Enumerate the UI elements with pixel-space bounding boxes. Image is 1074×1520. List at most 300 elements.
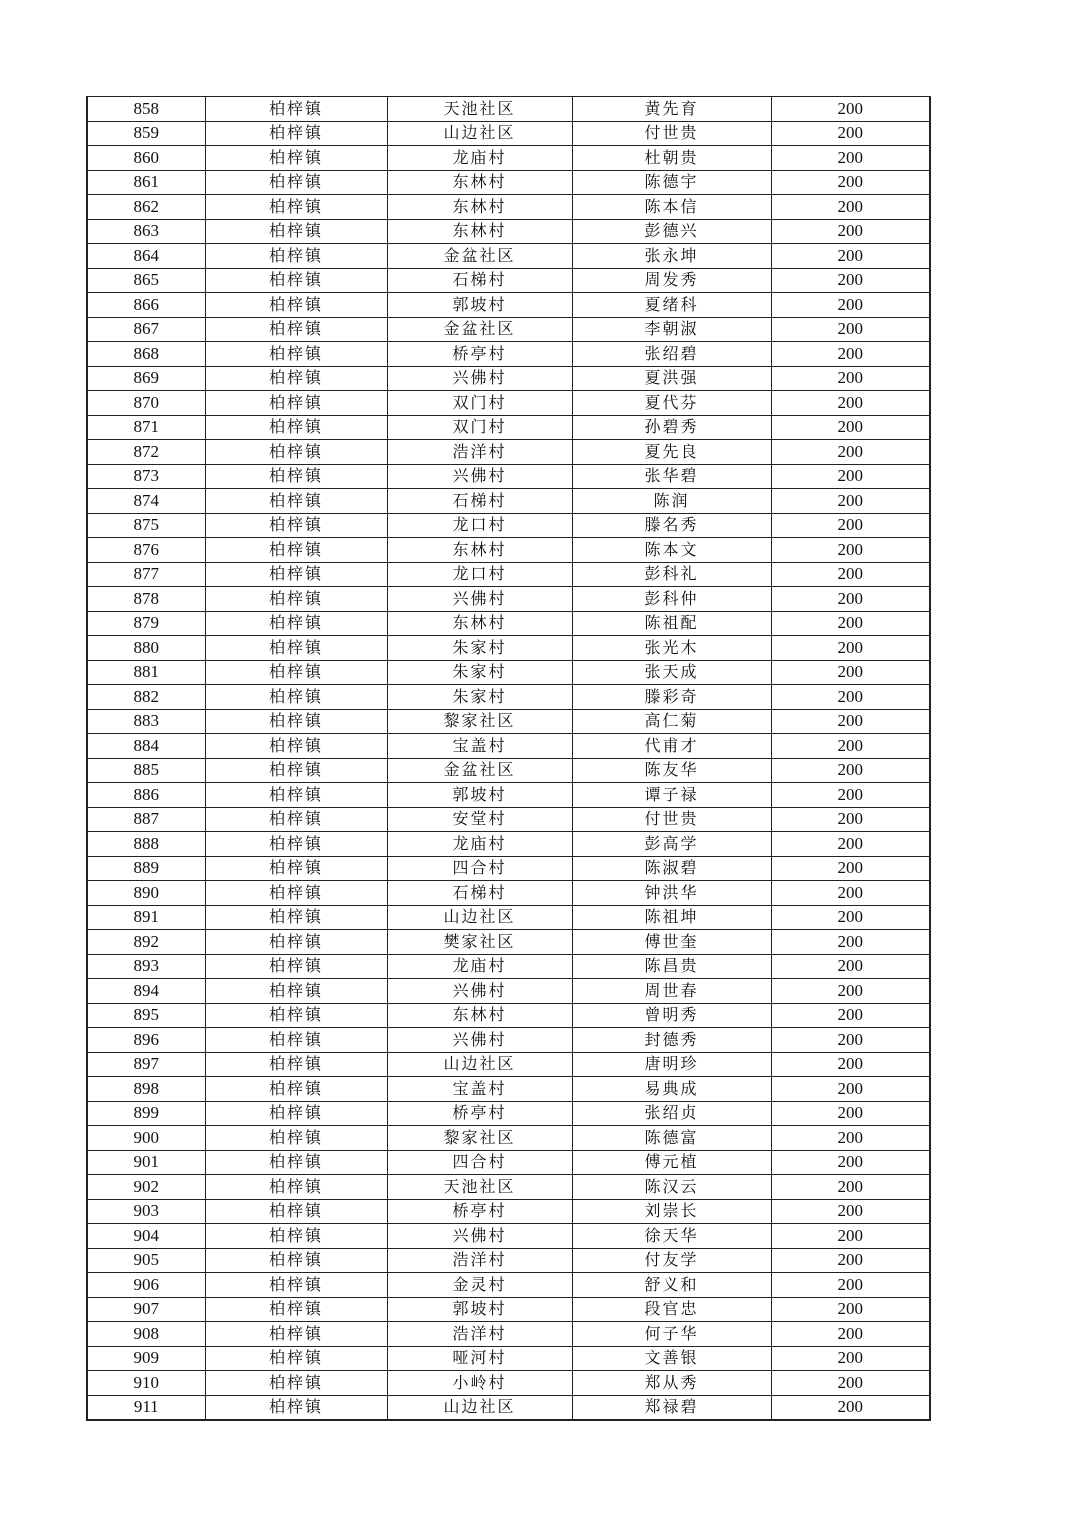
row-number-cell: 877 xyxy=(87,562,205,587)
row-number-cell: 907 xyxy=(87,1297,205,1322)
table-row xyxy=(87,1126,930,1151)
name-cell: 张永坤 xyxy=(572,244,771,269)
row-number-cell: 893 xyxy=(87,954,205,979)
town-cell: 柏梓镇 xyxy=(205,636,387,661)
town-cell: 柏梓镇 xyxy=(205,758,387,783)
amount-cell: 200 xyxy=(771,685,930,710)
table-row xyxy=(87,317,930,342)
row-number-cell: 861 xyxy=(87,170,205,195)
table-row xyxy=(87,587,930,612)
amount-cell: 200 xyxy=(771,121,930,146)
name-cell: 舒义和 xyxy=(572,1273,771,1298)
name-cell: 徐天华 xyxy=(572,1224,771,1249)
row-number-cell: 911 xyxy=(87,1395,205,1420)
town-cell: 柏梓镇 xyxy=(205,1199,387,1224)
row-number-cell: 895 xyxy=(87,1003,205,1028)
row-number-cell: 892 xyxy=(87,930,205,955)
amount-cell: 200 xyxy=(771,1150,930,1175)
name-cell: 彭高学 xyxy=(572,832,771,857)
village-cell: 四合村 xyxy=(387,1150,572,1175)
row-number-cell: 864 xyxy=(87,244,205,269)
row-number-cell: 883 xyxy=(87,709,205,734)
amount-cell: 200 xyxy=(771,1297,930,1322)
amount-cell: 200 xyxy=(771,930,930,955)
table-row xyxy=(87,293,930,318)
village-cell: 黎家社区 xyxy=(387,709,572,734)
name-cell: 滕彩奇 xyxy=(572,685,771,710)
town-cell: 柏梓镇 xyxy=(205,1028,387,1053)
village-cell: 龙庙村 xyxy=(387,954,572,979)
row-number-cell: 906 xyxy=(87,1273,205,1298)
name-cell: 陈本信 xyxy=(572,195,771,220)
row-number-cell: 871 xyxy=(87,415,205,440)
name-cell: 陈祖配 xyxy=(572,611,771,636)
name-cell: 张华碧 xyxy=(572,464,771,489)
table-row xyxy=(87,415,930,440)
table-body xyxy=(87,97,930,1421)
table-row xyxy=(87,538,930,563)
name-cell: 周发秀 xyxy=(572,268,771,293)
town-cell: 柏梓镇 xyxy=(205,293,387,318)
table-row xyxy=(87,342,930,367)
village-cell: 哑河村 xyxy=(387,1346,572,1371)
row-number-cell: 872 xyxy=(87,440,205,465)
table-row xyxy=(87,954,930,979)
amount-cell: 200 xyxy=(771,1077,930,1102)
town-cell: 柏梓镇 xyxy=(205,1175,387,1200)
table-row xyxy=(87,1175,930,1200)
town-cell: 柏梓镇 xyxy=(205,1101,387,1126)
name-cell: 谭子禄 xyxy=(572,783,771,808)
table-row xyxy=(87,464,930,489)
town-cell: 柏梓镇 xyxy=(205,881,387,906)
name-cell: 李朝淑 xyxy=(572,317,771,342)
name-cell: 曾明秀 xyxy=(572,1003,771,1028)
village-cell: 石梯村 xyxy=(387,489,572,514)
village-cell: 兴佛村 xyxy=(387,366,572,391)
row-number-cell: 858 xyxy=(87,97,205,122)
town-cell: 柏梓镇 xyxy=(205,1052,387,1077)
table-row xyxy=(87,905,930,930)
town-cell: 柏梓镇 xyxy=(205,538,387,563)
amount-cell: 200 xyxy=(771,538,930,563)
table-row xyxy=(87,1395,930,1420)
town-cell: 柏梓镇 xyxy=(205,979,387,1004)
town-cell: 柏梓镇 xyxy=(205,1322,387,1347)
row-number-cell: 873 xyxy=(87,464,205,489)
name-cell: 张天成 xyxy=(572,660,771,685)
name-cell: 张光木 xyxy=(572,636,771,661)
name-cell: 夏绪科 xyxy=(572,293,771,318)
amount-cell: 200 xyxy=(771,489,930,514)
village-cell: 兴佛村 xyxy=(387,979,572,1004)
table-row xyxy=(87,660,930,685)
amount-cell: 200 xyxy=(771,979,930,1004)
town-cell: 柏梓镇 xyxy=(205,905,387,930)
village-cell: 朱家村 xyxy=(387,636,572,661)
name-cell: 杜朝贵 xyxy=(572,146,771,171)
name-cell: 夏代芬 xyxy=(572,391,771,416)
amount-cell: 200 xyxy=(771,366,930,391)
table-row xyxy=(87,268,930,293)
amount-cell: 200 xyxy=(771,1028,930,1053)
town-cell: 柏梓镇 xyxy=(205,954,387,979)
village-cell: 金盆社区 xyxy=(387,758,572,783)
town-cell: 柏梓镇 xyxy=(205,783,387,808)
row-number-cell: 902 xyxy=(87,1175,205,1200)
town-cell: 柏梓镇 xyxy=(205,513,387,538)
amount-cell: 200 xyxy=(771,1322,930,1347)
row-number-cell: 867 xyxy=(87,317,205,342)
town-cell: 柏梓镇 xyxy=(205,415,387,440)
table-row xyxy=(87,1199,930,1224)
amount-cell: 200 xyxy=(771,709,930,734)
row-number-cell: 905 xyxy=(87,1248,205,1273)
amount-cell: 200 xyxy=(771,391,930,416)
name-cell: 孙碧秀 xyxy=(572,415,771,440)
table-row xyxy=(87,1101,930,1126)
town-cell: 柏梓镇 xyxy=(205,587,387,612)
name-cell: 黄先育 xyxy=(572,97,771,122)
table-row xyxy=(87,562,930,587)
amount-cell: 200 xyxy=(771,856,930,881)
row-number-cell: 874 xyxy=(87,489,205,514)
amount-cell: 200 xyxy=(771,832,930,857)
village-cell: 山边社区 xyxy=(387,1052,572,1077)
table-row xyxy=(87,1224,930,1249)
name-cell: 文善银 xyxy=(572,1346,771,1371)
name-cell: 段官忠 xyxy=(572,1297,771,1322)
amount-cell: 200 xyxy=(771,97,930,122)
town-cell: 柏梓镇 xyxy=(205,1346,387,1371)
name-cell: 付友学 xyxy=(572,1248,771,1273)
village-cell: 龙口村 xyxy=(387,513,572,538)
table-row xyxy=(87,244,930,269)
village-cell: 朱家村 xyxy=(387,660,572,685)
name-cell: 彭科礼 xyxy=(572,562,771,587)
table-row xyxy=(87,1297,930,1322)
amount-cell: 200 xyxy=(771,170,930,195)
name-cell: 夏先良 xyxy=(572,440,771,465)
village-cell: 石梯村 xyxy=(387,881,572,906)
town-cell: 柏梓镇 xyxy=(205,464,387,489)
town-cell: 柏梓镇 xyxy=(205,1003,387,1028)
village-cell: 桥亭村 xyxy=(387,342,572,367)
table-row xyxy=(87,489,930,514)
table-row xyxy=(87,1028,930,1053)
table-row xyxy=(87,170,930,195)
row-number-cell: 870 xyxy=(87,391,205,416)
table-row xyxy=(87,121,930,146)
row-number-cell: 910 xyxy=(87,1371,205,1396)
village-cell: 安堂村 xyxy=(387,807,572,832)
table-row xyxy=(87,685,930,710)
village-cell: 兴佛村 xyxy=(387,1224,572,1249)
amount-cell: 200 xyxy=(771,464,930,489)
amount-cell: 200 xyxy=(771,611,930,636)
amount-cell: 200 xyxy=(771,342,930,367)
village-cell: 天池社区 xyxy=(387,1175,572,1200)
table-row xyxy=(87,1273,930,1298)
village-cell: 东林村 xyxy=(387,611,572,636)
town-cell: 柏梓镇 xyxy=(205,807,387,832)
town-cell: 柏梓镇 xyxy=(205,685,387,710)
name-cell: 陈德宇 xyxy=(572,170,771,195)
table-row xyxy=(87,807,930,832)
town-cell: 柏梓镇 xyxy=(205,734,387,759)
amount-cell: 200 xyxy=(771,905,930,930)
amount-cell: 200 xyxy=(771,1371,930,1396)
table-row xyxy=(87,440,930,465)
table-row xyxy=(87,832,930,857)
row-number-cell: 887 xyxy=(87,807,205,832)
name-cell: 钟洪华 xyxy=(572,881,771,906)
row-number-cell: 860 xyxy=(87,146,205,171)
village-cell: 小岭村 xyxy=(387,1371,572,1396)
amount-cell: 200 xyxy=(771,146,930,171)
amount-cell: 200 xyxy=(771,268,930,293)
amount-cell: 200 xyxy=(771,1175,930,1200)
name-cell: 陈德富 xyxy=(572,1126,771,1151)
name-cell: 陈祖坤 xyxy=(572,905,771,930)
amount-cell: 200 xyxy=(771,293,930,318)
name-cell: 周世春 xyxy=(572,979,771,1004)
table-row xyxy=(87,146,930,171)
amount-cell: 200 xyxy=(771,954,930,979)
name-cell: 刘崇长 xyxy=(572,1199,771,1224)
village-cell: 双门村 xyxy=(387,391,572,416)
amount-cell: 200 xyxy=(771,758,930,783)
name-cell: 郑从秀 xyxy=(572,1371,771,1396)
row-number-cell: 859 xyxy=(87,121,205,146)
village-cell: 东林村 xyxy=(387,170,572,195)
village-cell: 郭坡村 xyxy=(387,293,572,318)
village-cell: 朱家村 xyxy=(387,685,572,710)
town-cell: 柏梓镇 xyxy=(205,709,387,734)
table-row xyxy=(87,881,930,906)
table-row xyxy=(87,1322,930,1347)
town-cell: 柏梓镇 xyxy=(205,195,387,220)
row-number-cell: 866 xyxy=(87,293,205,318)
row-number-cell: 868 xyxy=(87,342,205,367)
table-row xyxy=(87,856,930,881)
village-cell: 浩洋村 xyxy=(387,1248,572,1273)
town-cell: 柏梓镇 xyxy=(205,146,387,171)
row-number-cell: 878 xyxy=(87,587,205,612)
village-cell: 山边社区 xyxy=(387,1395,572,1420)
village-cell: 山边社区 xyxy=(387,905,572,930)
table-row xyxy=(87,366,930,391)
village-cell: 东林村 xyxy=(387,219,572,244)
row-number-cell: 875 xyxy=(87,513,205,538)
table-row xyxy=(87,219,930,244)
row-number-cell: 889 xyxy=(87,856,205,881)
amount-cell: 200 xyxy=(771,783,930,808)
name-cell: 彭科仲 xyxy=(572,587,771,612)
row-number-cell: 903 xyxy=(87,1199,205,1224)
town-cell: 柏梓镇 xyxy=(205,317,387,342)
village-cell: 兴佛村 xyxy=(387,464,572,489)
amount-cell: 200 xyxy=(771,1199,930,1224)
table-row xyxy=(87,783,930,808)
village-cell: 东林村 xyxy=(387,538,572,563)
village-cell: 浩洋村 xyxy=(387,1322,572,1347)
table-row xyxy=(87,758,930,783)
amount-cell: 200 xyxy=(771,562,930,587)
village-cell: 黎家社区 xyxy=(387,1126,572,1151)
row-number-cell: 890 xyxy=(87,881,205,906)
village-cell: 金灵村 xyxy=(387,1273,572,1298)
table-row xyxy=(87,391,930,416)
name-cell: 陈本文 xyxy=(572,538,771,563)
town-cell: 柏梓镇 xyxy=(205,170,387,195)
name-cell: 陈友华 xyxy=(572,758,771,783)
name-cell: 傅世奎 xyxy=(572,930,771,955)
table-row xyxy=(87,97,930,122)
name-cell: 封德秀 xyxy=(572,1028,771,1053)
village-cell: 龙庙村 xyxy=(387,146,572,171)
name-cell: 傅元植 xyxy=(572,1150,771,1175)
amount-cell: 200 xyxy=(771,244,930,269)
town-cell: 柏梓镇 xyxy=(205,219,387,244)
town-cell: 柏梓镇 xyxy=(205,121,387,146)
amount-cell: 200 xyxy=(771,195,930,220)
town-cell: 柏梓镇 xyxy=(205,268,387,293)
table-row xyxy=(87,611,930,636)
name-cell: 何子华 xyxy=(572,1322,771,1347)
table-row xyxy=(87,195,930,220)
table-row xyxy=(87,1003,930,1028)
village-cell: 宝盖村 xyxy=(387,1077,572,1102)
town-cell: 柏梓镇 xyxy=(205,611,387,636)
amount-cell: 200 xyxy=(771,1126,930,1151)
table-row xyxy=(87,1150,930,1175)
row-number-cell: 899 xyxy=(87,1101,205,1126)
row-number-cell: 881 xyxy=(87,660,205,685)
village-cell: 桥亭村 xyxy=(387,1101,572,1126)
town-cell: 柏梓镇 xyxy=(205,1224,387,1249)
row-number-cell: 894 xyxy=(87,979,205,1004)
amount-cell: 200 xyxy=(771,1052,930,1077)
name-cell: 唐明珍 xyxy=(572,1052,771,1077)
village-cell: 金盆社区 xyxy=(387,244,572,269)
amount-cell: 200 xyxy=(771,734,930,759)
row-number-cell: 862 xyxy=(87,195,205,220)
village-cell: 天池社区 xyxy=(387,97,572,122)
name-cell: 陈汉云 xyxy=(572,1175,771,1200)
town-cell: 柏梓镇 xyxy=(205,1150,387,1175)
table-row xyxy=(87,636,930,661)
amount-cell: 200 xyxy=(771,636,930,661)
name-cell: 高仁菊 xyxy=(572,709,771,734)
table-row xyxy=(87,709,930,734)
row-number-cell: 880 xyxy=(87,636,205,661)
village-cell: 四合村 xyxy=(387,856,572,881)
town-cell: 柏梓镇 xyxy=(205,1297,387,1322)
name-cell: 陈昌贵 xyxy=(572,954,771,979)
table-row xyxy=(87,1346,930,1371)
town-cell: 柏梓镇 xyxy=(205,832,387,857)
village-cell: 兴佛村 xyxy=(387,1028,572,1053)
town-cell: 柏梓镇 xyxy=(205,489,387,514)
table-row xyxy=(87,979,930,1004)
town-cell: 柏梓镇 xyxy=(205,391,387,416)
row-number-cell: 884 xyxy=(87,734,205,759)
table-row xyxy=(87,1248,930,1273)
village-cell: 浩洋村 xyxy=(387,440,572,465)
amount-cell: 200 xyxy=(771,513,930,538)
row-number-cell: 888 xyxy=(87,832,205,857)
data-table xyxy=(86,96,931,1421)
amount-cell: 200 xyxy=(771,1273,930,1298)
amount-cell: 200 xyxy=(771,807,930,832)
row-number-cell: 879 xyxy=(87,611,205,636)
name-cell: 陈淑碧 xyxy=(572,856,771,881)
town-cell: 柏梓镇 xyxy=(205,1273,387,1298)
amount-cell: 200 xyxy=(771,1224,930,1249)
village-cell: 东林村 xyxy=(387,1003,572,1028)
table-row xyxy=(87,1371,930,1396)
table-row xyxy=(87,734,930,759)
row-number-cell: 876 xyxy=(87,538,205,563)
village-cell: 双门村 xyxy=(387,415,572,440)
amount-cell: 200 xyxy=(771,415,930,440)
town-cell: 柏梓镇 xyxy=(205,562,387,587)
row-number-cell: 863 xyxy=(87,219,205,244)
village-cell: 兴佛村 xyxy=(387,587,572,612)
town-cell: 柏梓镇 xyxy=(205,856,387,881)
name-cell: 郑禄碧 xyxy=(572,1395,771,1420)
village-cell: 山边社区 xyxy=(387,121,572,146)
amount-cell: 200 xyxy=(771,1101,930,1126)
town-cell: 柏梓镇 xyxy=(205,97,387,122)
village-cell: 石梯村 xyxy=(387,268,572,293)
amount-cell: 200 xyxy=(771,1248,930,1273)
village-cell: 东林村 xyxy=(387,195,572,220)
name-cell: 张绍碧 xyxy=(572,342,771,367)
name-cell: 付世贵 xyxy=(572,807,771,832)
name-cell: 陈润 xyxy=(572,489,771,514)
row-number-cell: 909 xyxy=(87,1346,205,1371)
row-number-cell: 882 xyxy=(87,685,205,710)
amount-cell: 200 xyxy=(771,1346,930,1371)
village-cell: 金盆社区 xyxy=(387,317,572,342)
town-cell: 柏梓镇 xyxy=(205,1248,387,1273)
village-cell: 郭坡村 xyxy=(387,1297,572,1322)
town-cell: 柏梓镇 xyxy=(205,366,387,391)
row-number-cell: 886 xyxy=(87,783,205,808)
row-number-cell: 901 xyxy=(87,1150,205,1175)
name-cell: 易典成 xyxy=(572,1077,771,1102)
table-row xyxy=(87,930,930,955)
amount-cell: 200 xyxy=(771,317,930,342)
amount-cell: 200 xyxy=(771,881,930,906)
town-cell: 柏梓镇 xyxy=(205,440,387,465)
table-row xyxy=(87,513,930,538)
town-cell: 柏梓镇 xyxy=(205,244,387,269)
row-number-cell: 891 xyxy=(87,905,205,930)
town-cell: 柏梓镇 xyxy=(205,660,387,685)
row-number-cell: 900 xyxy=(87,1126,205,1151)
name-cell: 代甫才 xyxy=(572,734,771,759)
town-cell: 柏梓镇 xyxy=(205,930,387,955)
town-cell: 柏梓镇 xyxy=(205,1077,387,1102)
row-number-cell: 869 xyxy=(87,366,205,391)
table-row xyxy=(87,1052,930,1077)
town-cell: 柏梓镇 xyxy=(205,1371,387,1396)
town-cell: 柏梓镇 xyxy=(205,1126,387,1151)
name-cell: 彭德兴 xyxy=(572,219,771,244)
